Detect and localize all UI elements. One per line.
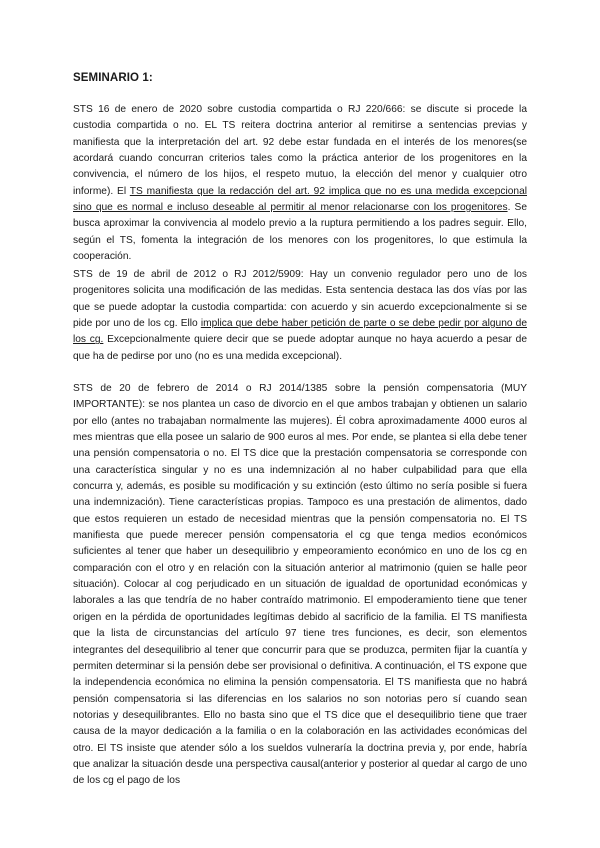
underlined-text: implica que debe haber petición de parte o se debe pedir por alguno de los cg.	[73, 318, 527, 346]
paragraph-text: STS 16 de enero de 2020 sobre custodia compartida o RJ 220/666: se discute si procede la custodia compartida o no. EL TS reitera doctrina anterior al remitirse a sentencias previas y manifiesta que la interpretación del art. 92 debe estar fundada en el interés de los menores(se acordará cuando concurran criterios tales como la práctica anterior de los progenitores en la convivencia, el número de los hijos, el respeto mutuo, la elección del menor y cualquier otro informe). El	[73, 104, 527, 197]
paragraph-text: STS de 19 de abril de 2012 o RJ 2012/5909: Hay un convenio regulador pero uno de los progenitores solicita una modificación de las medidas. Esta sentencia destaca las dos vías por las que se puede adoptar la custodia compartida: con acuerdo y sin acuerdo excepcionalmente si se pide por uno de los cg. Ello	[73, 269, 527, 330]
paragraph-sts-2020	[73, 102, 527, 265]
paragraph-sts-2014: STS de 20 de febrero de 2014 o RJ 2014/1385 sobre la pensión compensatoria (MUY IMPORTANTE): se nos plantea un caso de divorcio en el que ambos trabajan y obtienen un salario por ello (antes no trabajaban normalmente las mujeres). Él cobra aproximadamente 4000 euros al mes mientras que ella posee un salario de 900 euros al mes. Por ende, se plantea si ella debe tener una pensión compensatoria o no. El TS dice que la prestación compensatoria se corresponde con una característica singular y no es una indemnización al no haber culpabilidad para que ella concurra y, además, es posible su modificación y su extinción (esto último no sería posible si fuera una indemnización). Tiene características propias. Tampoco es una prestación de alimentos, dado que estos requieren un estado de necesidad mientras que la pensión compensatoria no. El TS manifiesta que puede merecer pensión compensatoria el cg que tenga medios económicos suficientes al tener que haber un desequilibrio y empeoramiento económico en uno de los cg en comparación con el otro y en relación con la situación anterior al matrimonio (quien se halle peor situación). Colocar al cog perjudicado en un situación de igualdad de oportunidad económicas y laborales a las que tendría de no haber contraído matrimonio. El empoderamiento tiene que tener origen en la pérdida de oportunidades legítimas debido al sacrificio de la familia. El TS manifiesta que la lista de circunstancias del artículo 97 tiene tres funciones, es decir, son elementos integrantes del desequilibrio al tener que concurrir para que se produzca, permiten fijar la cuantía y permiten determinar si la pensión debe ser provisional o definitiva. A continuación, el TS expone que la independencia económica no elimina la pensión compensatoria. El TS manifiesta que no habrá pensión compensatoria si las diferencias en los salarios no son notorias pero sí cuando sean notorias y desequilibrantes. Ello no basta sino que el TS dice que el desequilibrio tiene que traer causa de la mayor dedicación a la familia o en la colaboración en las actividades económicas del otro. El TS insiste que atender sólo a los sueldos vulneraría la doctrina previa y, por ende, habría que analizar la situación desde una perspectiva causal(anterior y posterior al quedar al cargo de uno de los cg el pago de los	[73, 383, 527, 787]
underlined-text: TS manifiesta que la redacción del art. 92 implica que no es una medida excepcional sino que es normal e incluso deseable al permitir al menor relacionarse con los progenitores	[73, 185, 528, 214]
paragraph-text: Excepcionalmente quiere decir que se puede adoptar aunque no haya acuerdo a pesar de que ha de pedirse por uno (no es una medida excepcional).	[73, 334, 527, 362]
paragraph-sts-2012	[73, 267, 527, 365]
paragraph-text: . Se busca aproximar la convivencia al modelo previo a la ruptura permitiendo a los padres seguir. Ello, según el TS, fomenta la integración de los menores con los progenitores, lo que estimula la cooperación.	[73, 202, 527, 263]
page-title: SEMINARIO 1:	[73, 72, 153, 84]
